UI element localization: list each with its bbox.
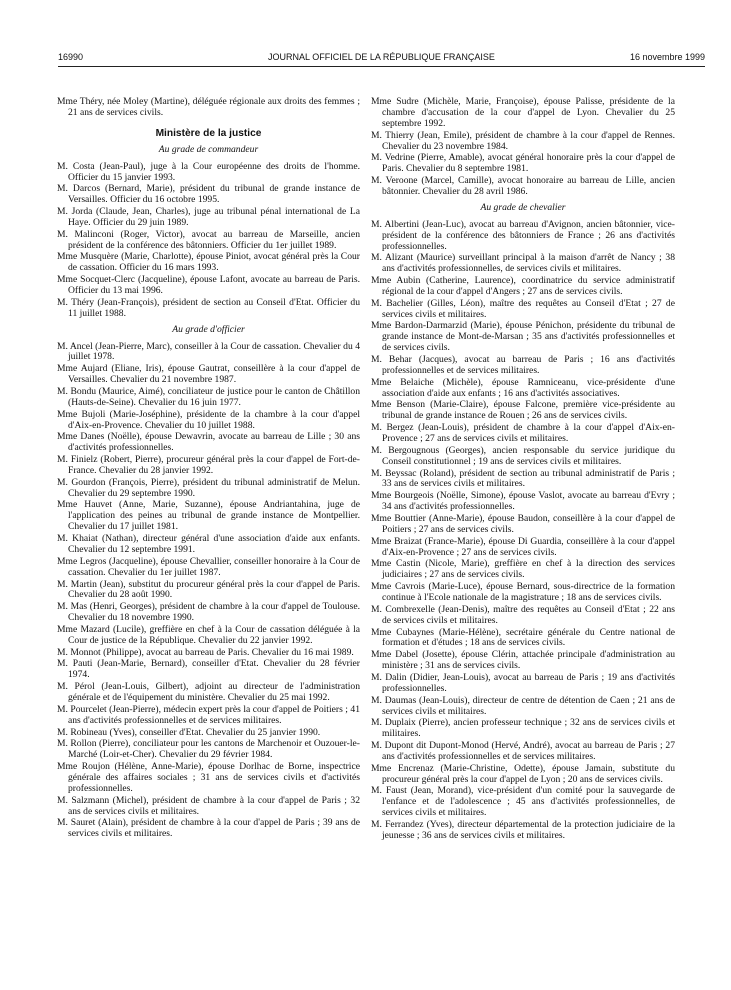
list-entry: M. Mas (Henri, Georges), président de chambre à la cour d'appel de Toulouse. Chevalier du 18 novembre 1990.	[57, 601, 360, 624]
page-header	[58, 52, 705, 66]
list-entry: Mme Cubaynes (Marie-Hélène), secrétaire générale du Centre national de formation et d'études ; 18 ans de services civils.	[371, 626, 675, 649]
list-entry: M. Costa (Jean-Paul), juge à la Cour européenne des droits de l'homme. Officier du 15 janvier 1993.	[57, 160, 360, 183]
list-entry: M. Jorda (Claude, Jean, Charles), juge au tribunal pénal international de La Haye. Officier du 29 juin 1989.	[57, 206, 360, 228]
list-entry: Mme Cavrois (Marie-Luce), épouse Bernard, sous-directrice de la formation continue à l'Ecole nationale de la magistrature ; 18 ans de services civils.	[371, 581, 675, 603]
list-entry: Mme Bujoli (Marie-Joséphine), présidente de la chambre à la cour d'appel d'Aix-en-Provence. Chevalier du 10 juillet 1988.	[57, 408, 360, 431]
grade-heading-chevalier: Au grade de chevalier	[480, 201, 566, 213]
journal-title: JOURNAL OFFICIEL DE LA RÉPUBLIQUE FRANÇAISE	[268, 52, 495, 62]
page-number: 16990	[58, 52, 84, 62]
list-entry: M. Bachelier (Gilles, Léon), maître des requêtes au Conseil d'Etat ; 27 de services civils et militaires.	[371, 297, 675, 320]
list-entry: M. Théry (Jean-François), président de section au Conseil d'Etat. Officier du 11 juillet 1988.	[57, 296, 360, 319]
list-entry: M. Dalin (Didier, Jean-Louis), avocat au barreau de Paris ; 19 ans d'activités professionnelles.	[371, 671, 675, 694]
list-entry: Mme Bourgeois (Noëlle, Simone), épouse Vaslot, avocate au barreau d'Evry ; 34 ans d'activités professionnelles.	[371, 490, 675, 513]
list-entry: Mme Legros (Jacqueline), épouse Chevallier, conseiller honoraire à la Cour de cassation. Chevalier du 1er juillet 1987.	[57, 555, 360, 578]
list-entry: M. Dupont dit Dupont-Monod (Hervé, André), avocat au barreau de Paris ; 27 ans d'activités professionnelles et de services militaires.	[371, 740, 675, 762]
officier-list-continued	[371, 97, 675, 198]
list-entry: M. Alizant (Maurice) surveillant principal à la maison d'arrêt de Nancy ; 38 ans d'activités professionnelles, de services civils et militaires.	[371, 252, 675, 275]
list-entry: Mme Encrenaz (Marie-Christine, Odette), épouse Jamain, substitute du procureur général près la cour d'appel de Lyon ; 20 ans de services civils.	[371, 762, 675, 785]
list-entry: Mme Hauvet (Anne, Marie, Suzanne), épouse Andriantahina, juge de l'application des peines au tribunal de grande instance de Montpellier. Chevalier du 17 juillet 1981.	[57, 499, 360, 533]
list-entry: M. Faust (Jean, Morand), vice-président d'un comité pour la sauvegarde de l'enfance et de l'adolescence ; 45 ans d'activités professionnelles, de services civils et militaires.	[371, 785, 675, 819]
list-entry: M. Bergougnous (Georges), ancien responsable du service juridique du Conseil constitutionnel ; 19 ans de services civils et militaires.	[371, 444, 675, 467]
list-entry: M. Vedrine (Pierre, Amable), avocat général honoraire près la cour d'appel de Paris. Chevalier du 8 septembre 1981.	[371, 152, 675, 175]
list-entry: M. Sauret (Alain), président de chambre à la cour d'appel de Paris ; 39 ans de services civils et militaires.	[57, 817, 360, 840]
list-entry: M. Bergez (Jean-Louis), président de chambre à la cour d'appel d'Aix-en-Provence ; 27 ans de services civils et militaires.	[371, 422, 675, 445]
grade-heading-commandeur: Au grade de commandeur	[158, 143, 259, 155]
commandeur-list	[57, 162, 360, 320]
list-entry: M. Bondu (Maurice, Aimé), conciliateur de justice pour le canton de Châtillon (Hauts-de-Seine). Chevalier du 16 juin 1977.	[57, 385, 360, 408]
list-entry: M. Thierry (Jean, Emile), président de chambre à la cour d'appel de Rennes. Chevalier du 23 novembre 1984.	[371, 129, 675, 152]
ministry-title: Ministère de la justice	[155, 127, 262, 139]
list-entry: M. Duplaix (Pierre), ancien professeur technique ; 32 ans de services civils et militaires.	[371, 717, 675, 740]
list-entry: Mme Roujon (Hélène, Anne-Marie), épouse Dorlhac de Borne, inspectrice générale des affaires sociales ; 31 ans de services civils et d'activités professionnelles.	[57, 761, 360, 794]
list-entry: Mme Dabel (Josette), épouse Clérin, attachée principale d'administration au ministère ; 31 ans de services civils.	[371, 649, 675, 672]
right-column	[371, 97, 675, 843]
grade-heading-officier: Au grade d'officier	[172, 323, 245, 335]
list-entry: Mme Sudre (Michèle, Marie, Françoise), épouse Palisse, présidente de la chambre d'accusation de la cour d'appel de Lyon. Chevalier du 25 septembre 1992.	[371, 96, 675, 129]
list-entry: M. Robineau (Yves), conseiller d'Etat. Chevalier du 25 janvier 1990.	[57, 726, 321, 738]
list-entry: M. Albertini (Jean-Luc), avocat au barreau d'Avignon, ancien bâtonnier, vice-président de la conférence des bâtonniers de France ; 26 ans d'activités professionnelles.	[371, 218, 675, 252]
list-entry: Mme Aujard (Eliane, Iris), épouse Gautrat, conseillère à la cour d'appel de Versailles. Chevalier du 21 novembre 1987.	[57, 363, 360, 386]
list-entry: M. Daumas (Jean-Louis), directeur de centre de détention de Caen ; 21 ans de services civils et militaires.	[371, 694, 675, 717]
list-entry: Mme Musquère (Marie, Charlotte), épouse Piniot, avocat général près la Cour de cassation. Officier du 16 mars 1993.	[57, 251, 360, 274]
list-entry: M. Ferrandez (Yves), directeur départemental de la protection judiciaire de la jeunesse ; 36 ans de services civils et militaires.	[371, 819, 675, 841]
list-entry: M. Veroone (Marcel, Camille), avocat honoraire au barreau de Lille, ancien bâtonnier. Chevalier du 28 avril 1986.	[371, 175, 675, 197]
list-entry: Mme Belaiche (Michèle), épouse Ramniceanu, vice-présidente d'une association d'aide aux enfants ; 16 ans d'activités associatives.	[371, 376, 675, 399]
list-entry: Mme Bouttier (Anne-Marie), épouse Baudon, conseillère à la cour d'appel de Poitiers ; 27 ans de services civils.	[371, 512, 675, 535]
list-entry: M. Khaiat (Nathan), directeur général d'une association d'aide aux enfants. Chevalier du 12 septembre 1991.	[57, 533, 360, 555]
list-entry: Mme Braizat (France-Marie), épouse Di Guardia, conseillère à la cour d'appel d'Aix-en-Provence ; 27 ans de services civils.	[371, 535, 675, 558]
list-entry: Mme Mazard (Lucile), greffière en chef à la Cour de cassation déléguée à la Cour de justice de la République. Chevalier du 22 janvier 1992.	[57, 623, 360, 646]
left-column	[57, 97, 360, 841]
list-entry: M. Combrexelle (Jean-Denis), maître des requêtes au Conseil d'Etat ; 22 ans de services civils et militaires.	[371, 603, 675, 626]
list-entry: Mme Socquet-Clerc (Jacqueline), épouse Lafont, avocate au barreau de Paris. Officier du 13 mai 1996.	[57, 274, 360, 297]
list-entry: M. Finielz (Robert, Pierre), procureur général près la cour d'appel de Fort-de-France. Chevalier du 28 janvier 1992.	[57, 454, 360, 476]
officier-list	[57, 342, 360, 841]
list-entry: M. Pauti (Jean-Marie, Bernard), conseiller d'Etat. Chevalier du 28 février 1974.	[57, 658, 360, 681]
issue-date: 16 novembre 1999	[629, 52, 705, 62]
list-entry: M. Malinconi (Roger, Victor), avocat au barreau de Marseille, ancien président de la conférence des bâtonniers. Officier du 1er juillet 1989.	[57, 228, 360, 251]
list-entry: Mme Aubin (Catherine, Laurence), coordinatrice du service administratif régional de la cour d'appel d'Angers ; 27 ans de services civils.	[371, 275, 675, 297]
list-entry: M. Salzmann (Michel), président de chambre à la cour d'appel de Paris ; 32 ans de services civils et militaires.	[57, 794, 360, 817]
intro-entry: Mme Théry, née Moley (Martine), déléguée régionale aux droits des femmes ; 21 ans de services civils.	[57, 96, 360, 118]
list-entry: M. Gourdon (François, Pierre), président du tribunal administratif de Melun. Chevalier du 29 septembre 1990.	[57, 476, 360, 499]
list-entry: Mme Benson (Marie-Claire), épouse Falcone, première vice-présidente au tribunal de grande instance de Rouen ; 26 ans de services civils.	[371, 399, 675, 422]
list-entry: M. Darcos (Bernard, Marie), président du tribunal de grande instance de Versailles. Officier du 16 octobre 1995.	[57, 183, 360, 206]
list-entry: Mme Castin (Nicole, Marie), greffière en chef à la direction des services judiciaires ; 27 ans de services civils.	[371, 558, 675, 581]
header-rule	[58, 66, 705, 67]
list-entry: M. Rollon (Pierre), conciliateur pour les cantons de Marchenoir et Ouzouer-le-Marché (Loir-et-Cher). Chevalier du 29 février 1984.	[57, 738, 360, 761]
list-entry: Mme Danes (Noëlle), épouse Dewavrin, avocate au barreau de Lille ; 30 ans d'activités professionnelles.	[57, 431, 360, 454]
list-entry: M. Beyssac (Roland), président de section au tribunal administratif de Paris ; 33 ans de services civils et militaires.	[371, 467, 675, 490]
chevalier-list	[371, 220, 675, 842]
list-entry: M. Martin (Jean), substitut du procureur général près la cour d'appel de Paris. Chevalier du 28 août 1990.	[57, 578, 360, 601]
list-entry: M. Monnot (Philippe), avocat au barreau de Paris. Chevalier du 16 mai 1989.	[57, 646, 354, 658]
list-entry: M. Pérol (Jean-Louis, Gilbert), adjoint au directeur de l'administration générale et de l'équipement du ministère. Chevalier du 25 mai 1992.	[57, 681, 360, 704]
list-entry: Mme Bardon-Darmarzid (Marie), épouse Pénichon, présidente du tribunal de grande instance de Mont-de-Marsan ; 35 ans d'activités professionnelles et de services civils.	[371, 320, 675, 354]
list-entry: M. Pourcelet (Jean-Pierre), médecin expert près la cour d'appel de Poitiers ; 41 ans d'activités professionnelles et de services militaires.	[57, 703, 360, 726]
list-entry: M. Behar (Jacques), avocat au barreau de Paris ; 16 ans d'activités professionnelles et de services militaires.	[371, 354, 675, 376]
list-entry: M. Ancel (Jean-Pierre, Marc), conseiller à la Cour de cassation. Chevalier du 4 juillet 1978.	[57, 340, 360, 363]
